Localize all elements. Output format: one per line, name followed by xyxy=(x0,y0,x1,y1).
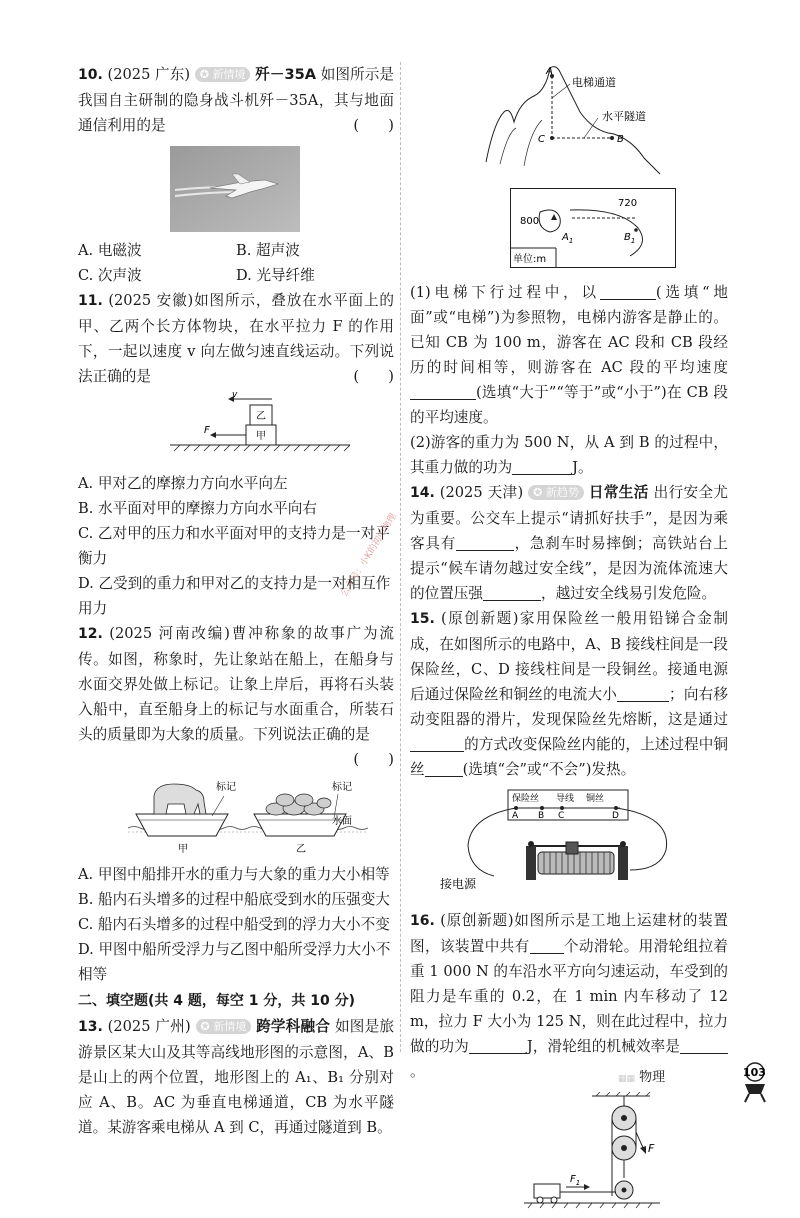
new-situation-tag: ✪ 新情境 xyxy=(196,1019,252,1034)
question-number: 11. xyxy=(78,293,103,309)
question-number: 12. xyxy=(78,626,103,642)
option-d: D. 光导纤维 xyxy=(236,267,315,284)
star-icon: ✪ xyxy=(533,486,543,499)
point-a-label: A xyxy=(546,66,553,77)
question-number: 10. xyxy=(78,67,103,83)
contour-720: 720 xyxy=(618,198,638,209)
answer-blank[interactable] xyxy=(469,1037,527,1054)
question-12 xyxy=(78,621,394,987)
answer-paren: ( ) xyxy=(353,117,394,134)
watermark: 公众号：小K的初中物理 xyxy=(339,511,399,599)
answer-paren: ( ) xyxy=(353,368,394,385)
answer-blank[interactable] xyxy=(680,1037,728,1054)
option-a: A. 电磁波 xyxy=(78,242,142,259)
answer-blank[interactable] xyxy=(410,383,476,400)
topic-label: 歼－35A xyxy=(255,66,317,83)
tunnel-label: 水平隧道 xyxy=(602,110,646,123)
point-b-label: B xyxy=(617,134,624,145)
option-d: D. 乙受到的重力和甲对乙的支持力是一对相互作用力 xyxy=(78,575,391,617)
question-number: 15. xyxy=(410,611,435,627)
right-column xyxy=(410,62,728,1218)
question-source: (2025 广东) xyxy=(107,66,191,83)
column-divider xyxy=(400,62,401,1052)
question-10 xyxy=(78,62,394,288)
topic-label: 日常生活 xyxy=(588,484,649,501)
contour-800: 800 xyxy=(520,216,540,227)
option-c: C. 次声波 xyxy=(78,267,142,284)
fighter-jet-photo xyxy=(170,146,300,232)
question-number: 14. xyxy=(410,485,435,501)
answer-blank[interactable] xyxy=(600,283,656,300)
pulley-diagram xyxy=(520,1092,728,1218)
question-source: (2025 天津) xyxy=(439,484,524,501)
new-situation-tag: ✪ 新情境 xyxy=(195,67,251,82)
mountain-diagram xyxy=(484,62,728,188)
question-source: (2025 河南改编) xyxy=(109,625,230,642)
question-source: (2025 广州) xyxy=(107,1018,191,1035)
topic-label: 跨学科融合 xyxy=(256,1018,331,1035)
question-16: 16. (原创新题)如图所示是工地上运建材的装置图，该装置中共有 个动滑轮。用滑轮组拉着重 1 000 N 的车沿水平方向匀速运动，车受到的阻力是车重的 0.2，在 1 min 内车移动了 12 m，拉力 F 大小为 125 N，则在此过程中，拉力做的功为 J，滑轮组的机械效率是。 F $F_1$ xyxy=(410,908,728,1218)
question-14: 14. (2025 天津) ✪ 新趋势 日常生活 出行安全尤为重要。公交车上提示“请抓好扶手”，是因为乘客具有 ，急刹车时易摔倒；高铁站台上提示“候车请勿越过安全线”，是因为流体流速大的位置压强 ，越过安全线易引发危险。 xyxy=(410,484,728,602)
unit-label: 单位:m xyxy=(513,254,547,265)
wire-label: 导线 xyxy=(556,794,575,804)
new-trend-tag: ✪ 新趋势 xyxy=(528,485,584,500)
mark-label-right: 标记 xyxy=(332,782,352,793)
fuse-label: 保险丝 xyxy=(512,794,540,804)
answer-blank[interactable] xyxy=(512,458,572,475)
option-b: B. 船内石头增多的过程中船底受到水的压强变大 xyxy=(78,891,390,908)
figure-label-b: 乙 xyxy=(296,844,306,854)
q13-part-1: (1)电梯下行过程中，以 (选填“地面”或“电梯”)为参照物，电梯内游客是静止的。已知 CB 为 100 m，游客在 AC 段和 CB 段经历的时间相等，则游客在 AC 段的平均速度(选填“大于”“等于”或“小于”)在 CB 段的平均速度。 xyxy=(410,284,728,426)
footer-logo: ▦▦ xyxy=(618,1074,636,1084)
footer-subject: ▦▦ 物理 xyxy=(618,1070,666,1085)
contour-map xyxy=(510,188,728,276)
power-source-label: 接电源 xyxy=(440,877,477,891)
point-b1-label: $B_1$ xyxy=(624,232,636,245)
fuse-circuit-diagram xyxy=(440,786,728,900)
option-c: C. 船内石头增多的过程中船受到的浮力大小不变 xyxy=(78,916,390,933)
answer-paren: ( ) xyxy=(353,751,394,768)
question-number: 16. xyxy=(410,913,435,929)
question-text: 如图是旅游景区某大山及其等高线地形图的示意图，A、B 是山上的两个位置，地形图上的 A₁、B₁ 分别对应 A、B。AC 为垂直电梯通道，CB 为水平隧道。某游客乘电梯从 A 到 C，再通过隧道到 B。 xyxy=(78,1018,395,1136)
water-surface-label: 水面 xyxy=(332,816,352,827)
terminal-d: D xyxy=(612,811,619,821)
option-a: A. 甲对乙的摩擦力方向水平向左 xyxy=(78,475,288,492)
terminal-b: B xyxy=(538,811,545,821)
answer-blank[interactable] xyxy=(617,685,669,702)
elevator-label: 电梯通道 xyxy=(572,76,616,89)
mark-label-left: 标记 xyxy=(216,782,236,793)
velocity-label: v xyxy=(232,391,238,400)
star-icon: ✪ xyxy=(199,68,209,81)
left-column xyxy=(78,62,394,1140)
section-heading: 二、填空题(共 4 题，每空 1 分，共 10 分) xyxy=(78,993,356,1009)
question-15: 15. (原创新题)家用保险丝一般用铅锑合金制成，在如图所示的电路中，A、B 接线柱间是一段保险丝，C、D 接线柱间是一段铜丝。接通电源后通过保险丝和铜丝的电流大小 ；向右移动变阻器的滑片，发现保险丝先熔断，这是通过的方式改变保险丝内能的，上述过程中铜丝 (选填“会”或“不会”)发热。 保险丝 导线 铜丝 A B C D 接电源 xyxy=(410,606,728,900)
force-label: F xyxy=(204,425,210,436)
block-a-label: 甲 xyxy=(256,431,266,442)
point-c-label: C xyxy=(538,134,545,145)
force-f-label: F xyxy=(648,1142,655,1155)
question-source: (原创新题) xyxy=(440,912,514,929)
answer-blank[interactable] xyxy=(530,937,564,954)
option-c: C. 乙对甲的压力和水平面对甲的支持力是一对平衡力 xyxy=(78,525,390,567)
answer-blank[interactable] xyxy=(410,735,464,752)
question-11 xyxy=(78,288,394,621)
question-source: (2025 安徽) xyxy=(108,292,194,309)
question-source: (原创新题) xyxy=(440,610,519,627)
star-icon: ✪ xyxy=(200,1020,210,1033)
answer-blank[interactable] xyxy=(425,760,463,777)
question-13 xyxy=(78,1014,394,1140)
point-a1-label: $A_1$ xyxy=(562,232,574,245)
block-b-label: 乙 xyxy=(256,411,266,422)
page-number-badge xyxy=(735,1060,775,1108)
block-diagram xyxy=(170,391,394,469)
answer-blank[interactable] xyxy=(456,534,514,551)
page-number: 103 xyxy=(743,1066,766,1079)
answer-blank[interactable] xyxy=(483,584,541,601)
option-a: A. 甲图中船排开水的重力与大象的重力大小相等 xyxy=(78,866,390,883)
terminal-a: A xyxy=(512,811,519,821)
question-text: 如图所示是我国自主研制的隐身战斗机歼－35A，其与地面通信利用的是 xyxy=(78,66,394,134)
option-d: D. 甲图中船所受浮力与乙图中船所受浮力大小不相等 xyxy=(78,941,391,983)
q13-part-2: (2)游客的重力为 500 N，从 A 到 B 的过程中，其重力做的功为 J。 xyxy=(410,434,728,476)
option-b: B. 水平面对甲的摩擦力方向水平向右 xyxy=(78,500,317,517)
force-f1-label: $F_1$ xyxy=(570,1174,581,1187)
option-b: B. 超声波 xyxy=(236,242,300,259)
copper-label: 铜丝 xyxy=(586,794,605,804)
terminal-c: C xyxy=(558,811,565,821)
figure-label-a: 甲 xyxy=(178,844,188,854)
question-number: 13. xyxy=(78,1019,103,1035)
question-text: 如图所示，叠放在水平面上的甲、乙两个长方体物块，在水平拉力 F 的作用下，一起以速度 v 向左做匀速直线运动。下列说法正确的是 xyxy=(78,292,394,385)
question-text: 曹冲称象的故事广为流传。如图，称象时，先让象站在船上，在船身与水面交界处做上标记。让象上岸后，再将石头装入船中，直至船身上的标记与水面重合，所装石头的质量即为大象的质量。下列说法正确的是 xyxy=(78,625,394,743)
